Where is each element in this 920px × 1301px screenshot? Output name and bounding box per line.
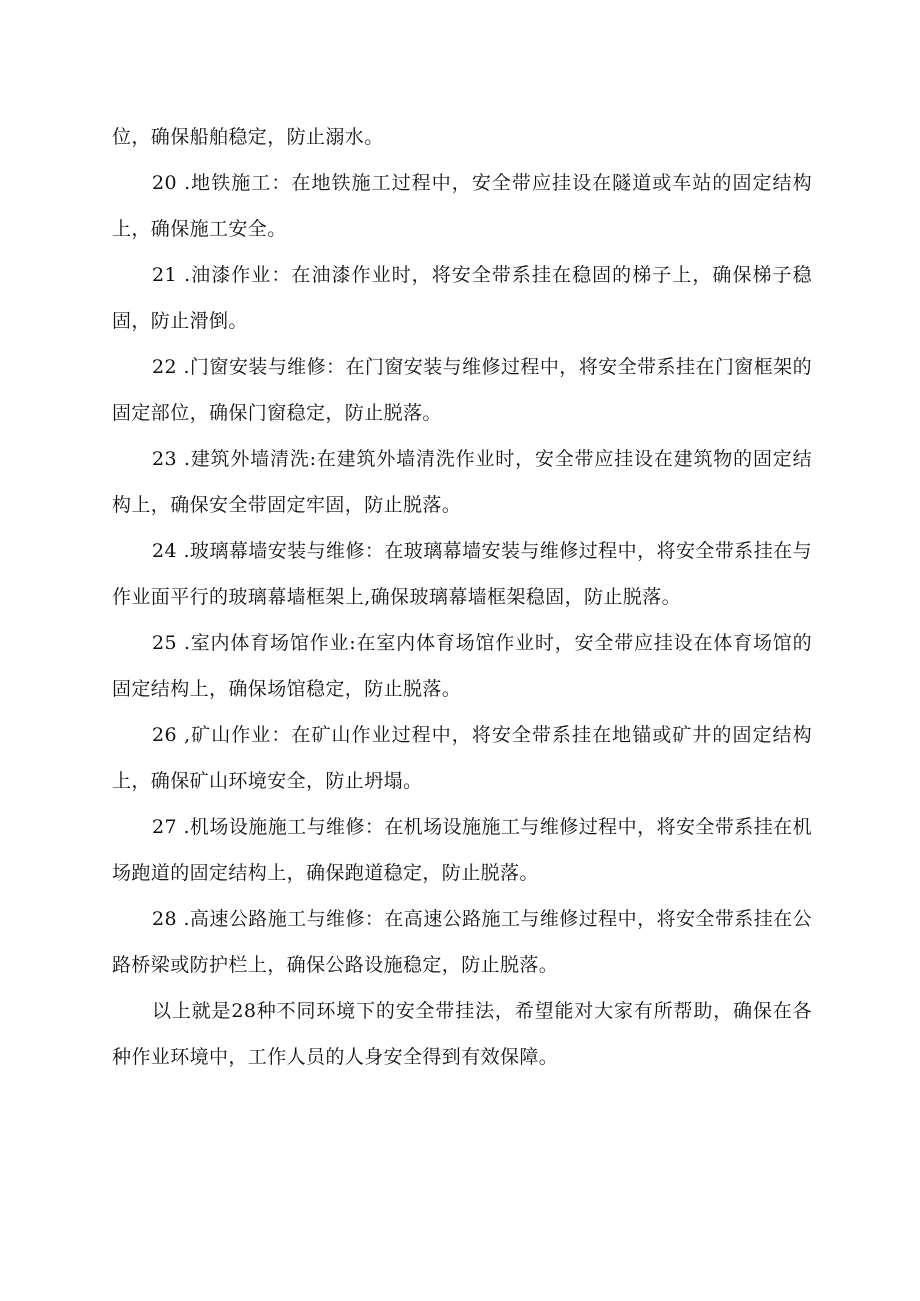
paragraph-item-20: 20 .地铁施工：在地铁施工过程中，安全带应挂设在隧道或车站的固定结构上，确保施工安全。 — [112, 172, 812, 240]
paragraph-item-27: 27 .机场设施施工与维修：在机场设施施工与维修过程中，将安全带系挂在机场跑道的固定结构上，确保跑道稳定，防止脱落。 — [112, 816, 812, 884]
paragraph-conclusion: 以上就是28种不同环境下的安全带挂法，希望能对大家有所帮助，确保在各种作业环境中，工作人员的人身安全得到有效保障。 — [112, 1000, 812, 1068]
paragraph-item-26: 26 ,矿山作业：在矿山作业过程中，将安全带系挂在地锚或矿井的固定结构上，确保矿山环境安全，防止坍塌。 — [112, 724, 812, 792]
paragraph-continuation: 位，确保船舶稳定，防止溺水。 — [112, 126, 384, 148]
paragraph-item-22: 22 .门窗安装与维修：在门窗安装与维修过程中，将安全带系挂在门窗框架的固定部位，确保门窗稳定，防止脱落。 — [112, 356, 812, 424]
document-body — [112, 114, 812, 1080]
paragraph-item-23: 23 .建筑外墙清洗:在建筑外墙清洗作业时，安全带应挂设在建筑物的固定结构上，确保安全带固定牢固，防止脱落。 — [112, 448, 812, 516]
paragraph-item-24: 24 .玻璃幕墙安装与维修：在玻璃幕墙安装与维修过程中，将安全带系挂在与作业面平行的玻璃幕墙框架上,确保玻璃幕墙框架稳固，防止脱落。 — [112, 540, 812, 608]
paragraph-item-28: 28 .高速公路施工与维修：在高速公路施工与维修过程中，将安全带系挂在公路桥梁或防护栏上，确保公路设施稳定，防止脱落。 — [112, 908, 812, 976]
paragraph-item-21: 21 .油漆作业：在油漆作业时，将安全带系挂在稳固的梯子上，确保梯子稳固，防止滑倒。 — [112, 264, 812, 332]
paragraph-item-25: 25 .室内体育场馆作业:在室内体育场馆作业时，安全带应挂设在体育场馆的固定结构上，确保场馆稳定，防止脱落。 — [112, 632, 812, 700]
